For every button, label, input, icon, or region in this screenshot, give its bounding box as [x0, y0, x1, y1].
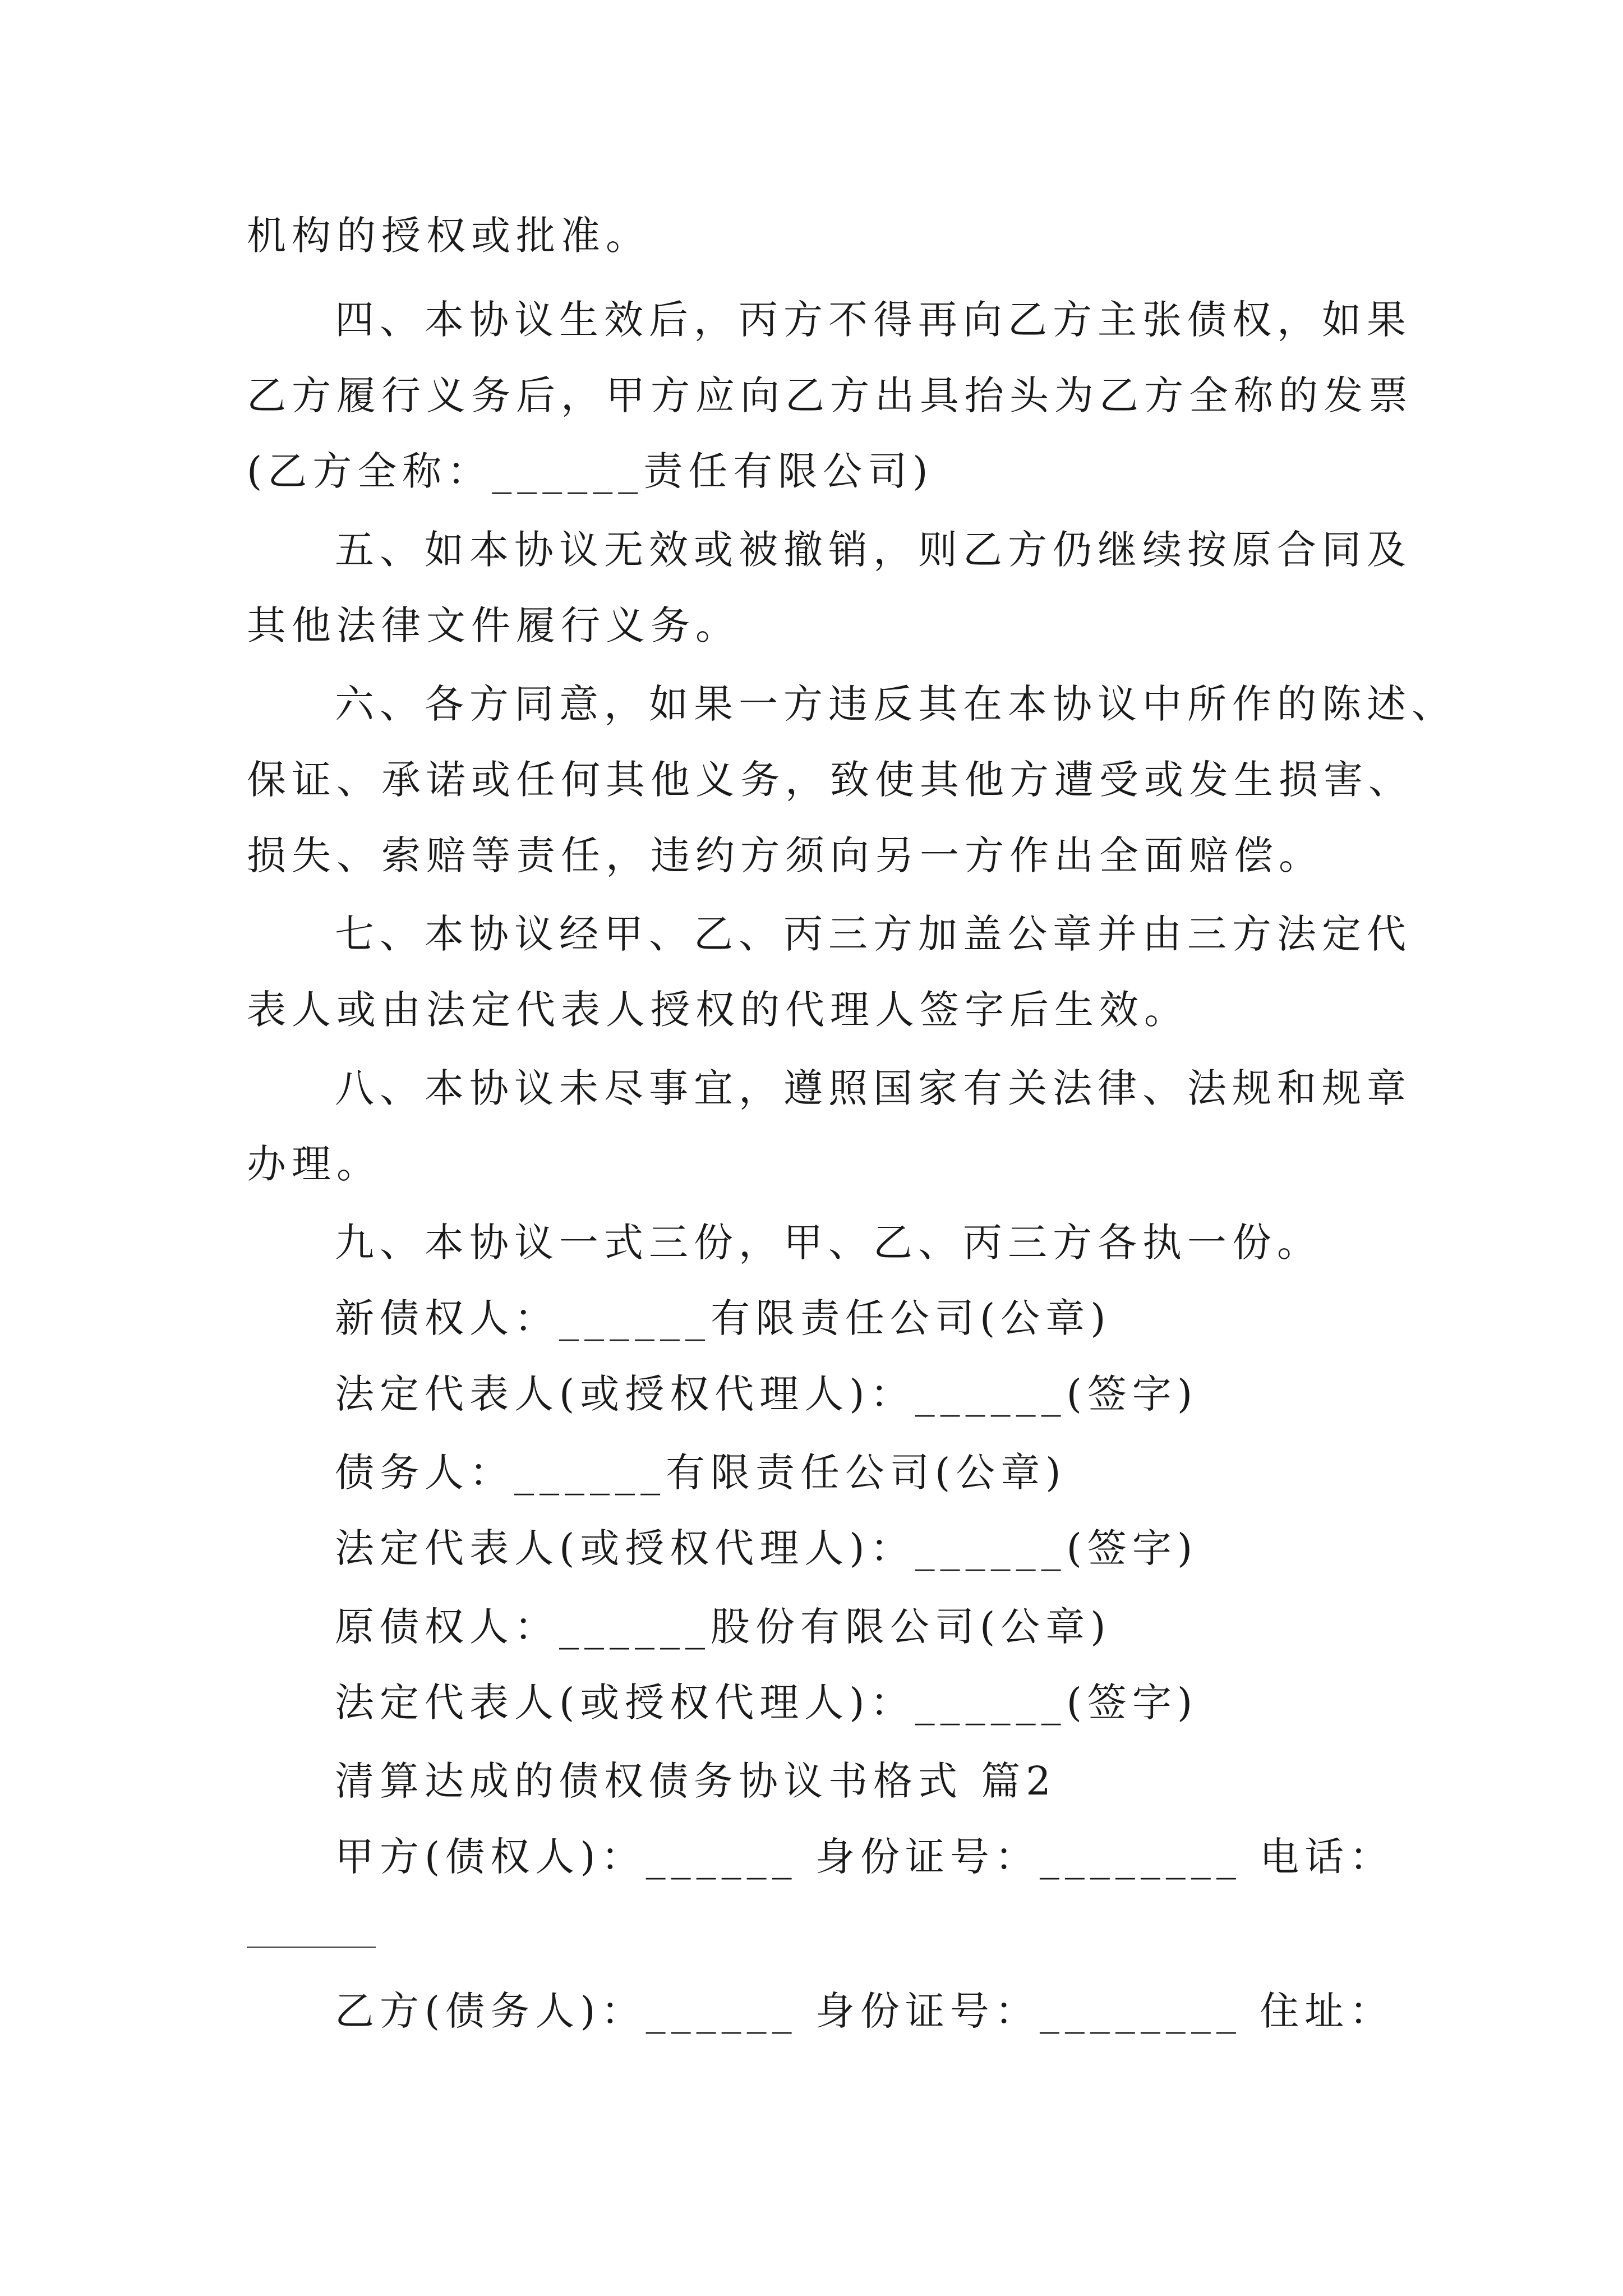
paragraph-line: 保证、承诺或任何其他义务，致使其他方遭受或发生损害、	[247, 757, 1413, 803]
signature-representative: 法定代表人(或授权代理人)：______(签字)	[335, 1680, 1198, 1726]
clause-4: 四、本协议生效后，丙方不得再向乙方主张债权，如果	[335, 297, 1412, 343]
paragraph-line: 办理。	[247, 1141, 381, 1187]
paragraph-line: (乙方全称：______责任有限公司)	[247, 448, 934, 494]
clause-8: 八、本协议未尽事宜，遵照国家有关法律、法规和规章	[335, 1065, 1412, 1111]
paragraph-line: 乙方履行义务后，甲方应向乙方出具抬头为乙方全称的发票	[247, 372, 1413, 418]
signature-new-creditor: 新债权人：______有限责任公司(公章)	[335, 1295, 1112, 1341]
party-a-line: 甲方(债权人)：______ 身份证号：________ 电话：	[335, 1834, 1395, 1880]
paragraph-line: 其他法律文件履行义务。	[247, 602, 740, 648]
continuation-blank	[247, 1947, 376, 1948]
clause-9: 九、本协议一式三份，甲、乙、丙三方各执一份。	[335, 1220, 1322, 1266]
signature-representative: 法定代表人(或授权代理人)：______(签字)	[335, 1371, 1198, 1417]
paragraph-line: 表人或由法定代表人授权的代理人签字后生效。	[247, 987, 1189, 1033]
section-title: 清算达成的债权债务协议书格式 篇2	[335, 1758, 1057, 1804]
signature-original-creditor: 原债权人：______股份有限公司(公章)	[335, 1604, 1112, 1650]
paragraph-line: 机构的授权或批准。	[247, 213, 651, 259]
clause-7: 七、本协议经甲、乙、丙三方加盖公章并由三方法定代	[335, 911, 1412, 957]
clause-6: 六、各方同意，如果一方违反其在本协议中所作的陈述、	[335, 681, 1456, 727]
paragraph-line: 损失、索赔等责任，违约方须向另一方作出全面赔偿。	[247, 832, 1324, 878]
party-b-line: 乙方(债务人)：______ 身份证号：________ 住址：	[335, 1988, 1395, 2034]
signature-debtor: 债务人：______有限责任公司(公章)	[335, 1450, 1067, 1496]
signature-representative: 法定代表人(或授权代理人)：______(签字)	[335, 1525, 1198, 1571]
clause-5: 五、如本协议无效或被撤销，则乙方仍继续按原合同及	[335, 527, 1412, 573]
